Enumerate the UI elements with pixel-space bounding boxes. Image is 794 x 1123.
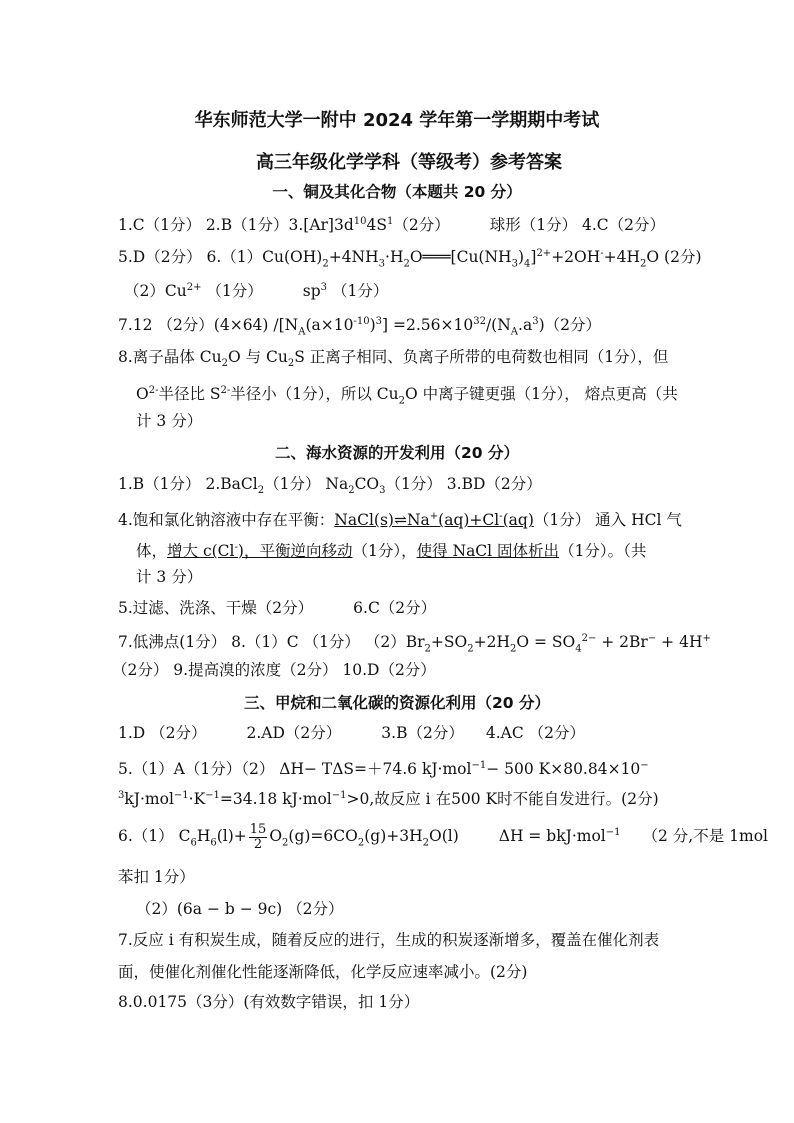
s2-line-3: 体，增大 c(Cl-)，平衡逆向移动（1分），使得 NaCl 固体析出（1分）。（共 (136, 542, 647, 561)
fraction-15-over-2: $\frac{15}{2}$ (249, 821, 267, 852)
s2-line-1: 1.B（1分） 2.BaCl$_2$（1分） $Na_2CO_3(1$分） 3.BD（2分） (118, 475, 542, 497)
s2-line-2: 4.饱和氯化钠溶液中存在平衡：NaCl(s)⇌Na+(aq)+Cl-(aq)（1分） 通入 HCl 气 (118, 511, 682, 530)
s3-line-9: 8.0.0175（3分）(有效数字错误，扣 1分） (118, 993, 420, 1011)
s2-line-5: 5.过滤、洗涤、干燥（2分） 6.C（2分） (118, 599, 437, 617)
s3-line-6: （2）(6a − b − 9c) （2分） (136, 900, 344, 918)
s2-line-4: 计 3 分） (136, 568, 203, 586)
s3-line-4: 6.（1） $C_6H_6(l)+$ $\frac{15}{2}$ $O_2(g)=6CO_2(g)+3H_2O(l) \Delta H = bkJ\cdot mol^{-1}$ （2 分,不是 1mol (118, 821, 768, 852)
s1-line-6: $O^{2-}$半径比 $S^{2-}$半径小（1分），所以 $Cu_2O$ 中离子键更强（1分）， 熔点更高（共 (136, 385, 678, 407)
s2-line-6: 7.低沸点(1分） 8.（1）C （1分） $(2)Br_2+SO_2+2H_2O = SO_4^{2-} + 2Br^- + 4H^+$ (118, 633, 711, 655)
s3-line-8: 面，使催化剂催化性能逐渐降低，化学反应速率减小。(2分) (118, 963, 528, 981)
section-3-heading: 三、甲烷和二氧化碳的资源化利用（20 分） (244, 694, 550, 712)
s3-line-3: $^3kJ\cdot mol^{-1}\cdot K^{-1}=34.18$ kJ·mol$^{-1}$>0,故反应 i 在500 K时不能自发进行。(2分) (118, 790, 659, 809)
s1-line-2: 5.D（2分） $6.(1)Cu(OH)_2+4NH_3\cdot H_2O═══[Cu(NH_3)_4]^{2+}+2OH^-+4H_2O$ (2分) (118, 248, 702, 270)
s3-line-7: 7.反应 i 有积炭生成，随着反应的进行，生成的积炭逐渐增多，覆盖在催化剂表 (118, 931, 660, 949)
exam-subtitle: 高三年级化学学科（等级考）参考答案 (256, 152, 562, 173)
s3-line-1: 1.D （2分） 2.AD（2分） 3.B（2分） 4.AC （2分） (118, 724, 585, 742)
section-1-heading: 一、铜及其化合物（本题共 20 分） (272, 183, 522, 201)
s3-line-5: 苯扣 1分） (118, 868, 195, 886)
s1-line-3: $(2)Cu^{2+}$ （1分） $sp^3$ （1分） (124, 282, 389, 301)
s1-line-4: 7.12 （2分）(4×64) $/[N_A(a\times 10^{-10})^3] =2.56\times 10^{32}/(N_A.a^3)(2$分） (118, 316, 601, 338)
s1-line-7: 计 3 分） (136, 412, 203, 430)
s3-line-2: 5.（1）A（1分）（2） ΔH− TΔS=＋74.6 kJ·mol$^{-1}$− 500 K×80.84×10− (118, 760, 649, 779)
exam-title: 华东师范大学一附中 2024 学年第一学期期中考试 (194, 110, 600, 131)
s1-line-1: 1.C（1分） 2.B（1分）$3.[Ar]3d^{10}4S^1(2$分） 球形（1分） 4.C（2分） (118, 216, 666, 235)
s1-line-5: 8.离子晶体 $Cu_2O$ 与 $Cu_2S$ 正离子相同、负离子所带的电荷数也相同（1分），但 (118, 348, 669, 370)
section-2-heading: 二、海水资源的开发利用（20 分） (275, 444, 519, 462)
s2-line-7: （2分） 9.提高溴的浓度（2分） 10.D（2分） (112, 661, 436, 679)
